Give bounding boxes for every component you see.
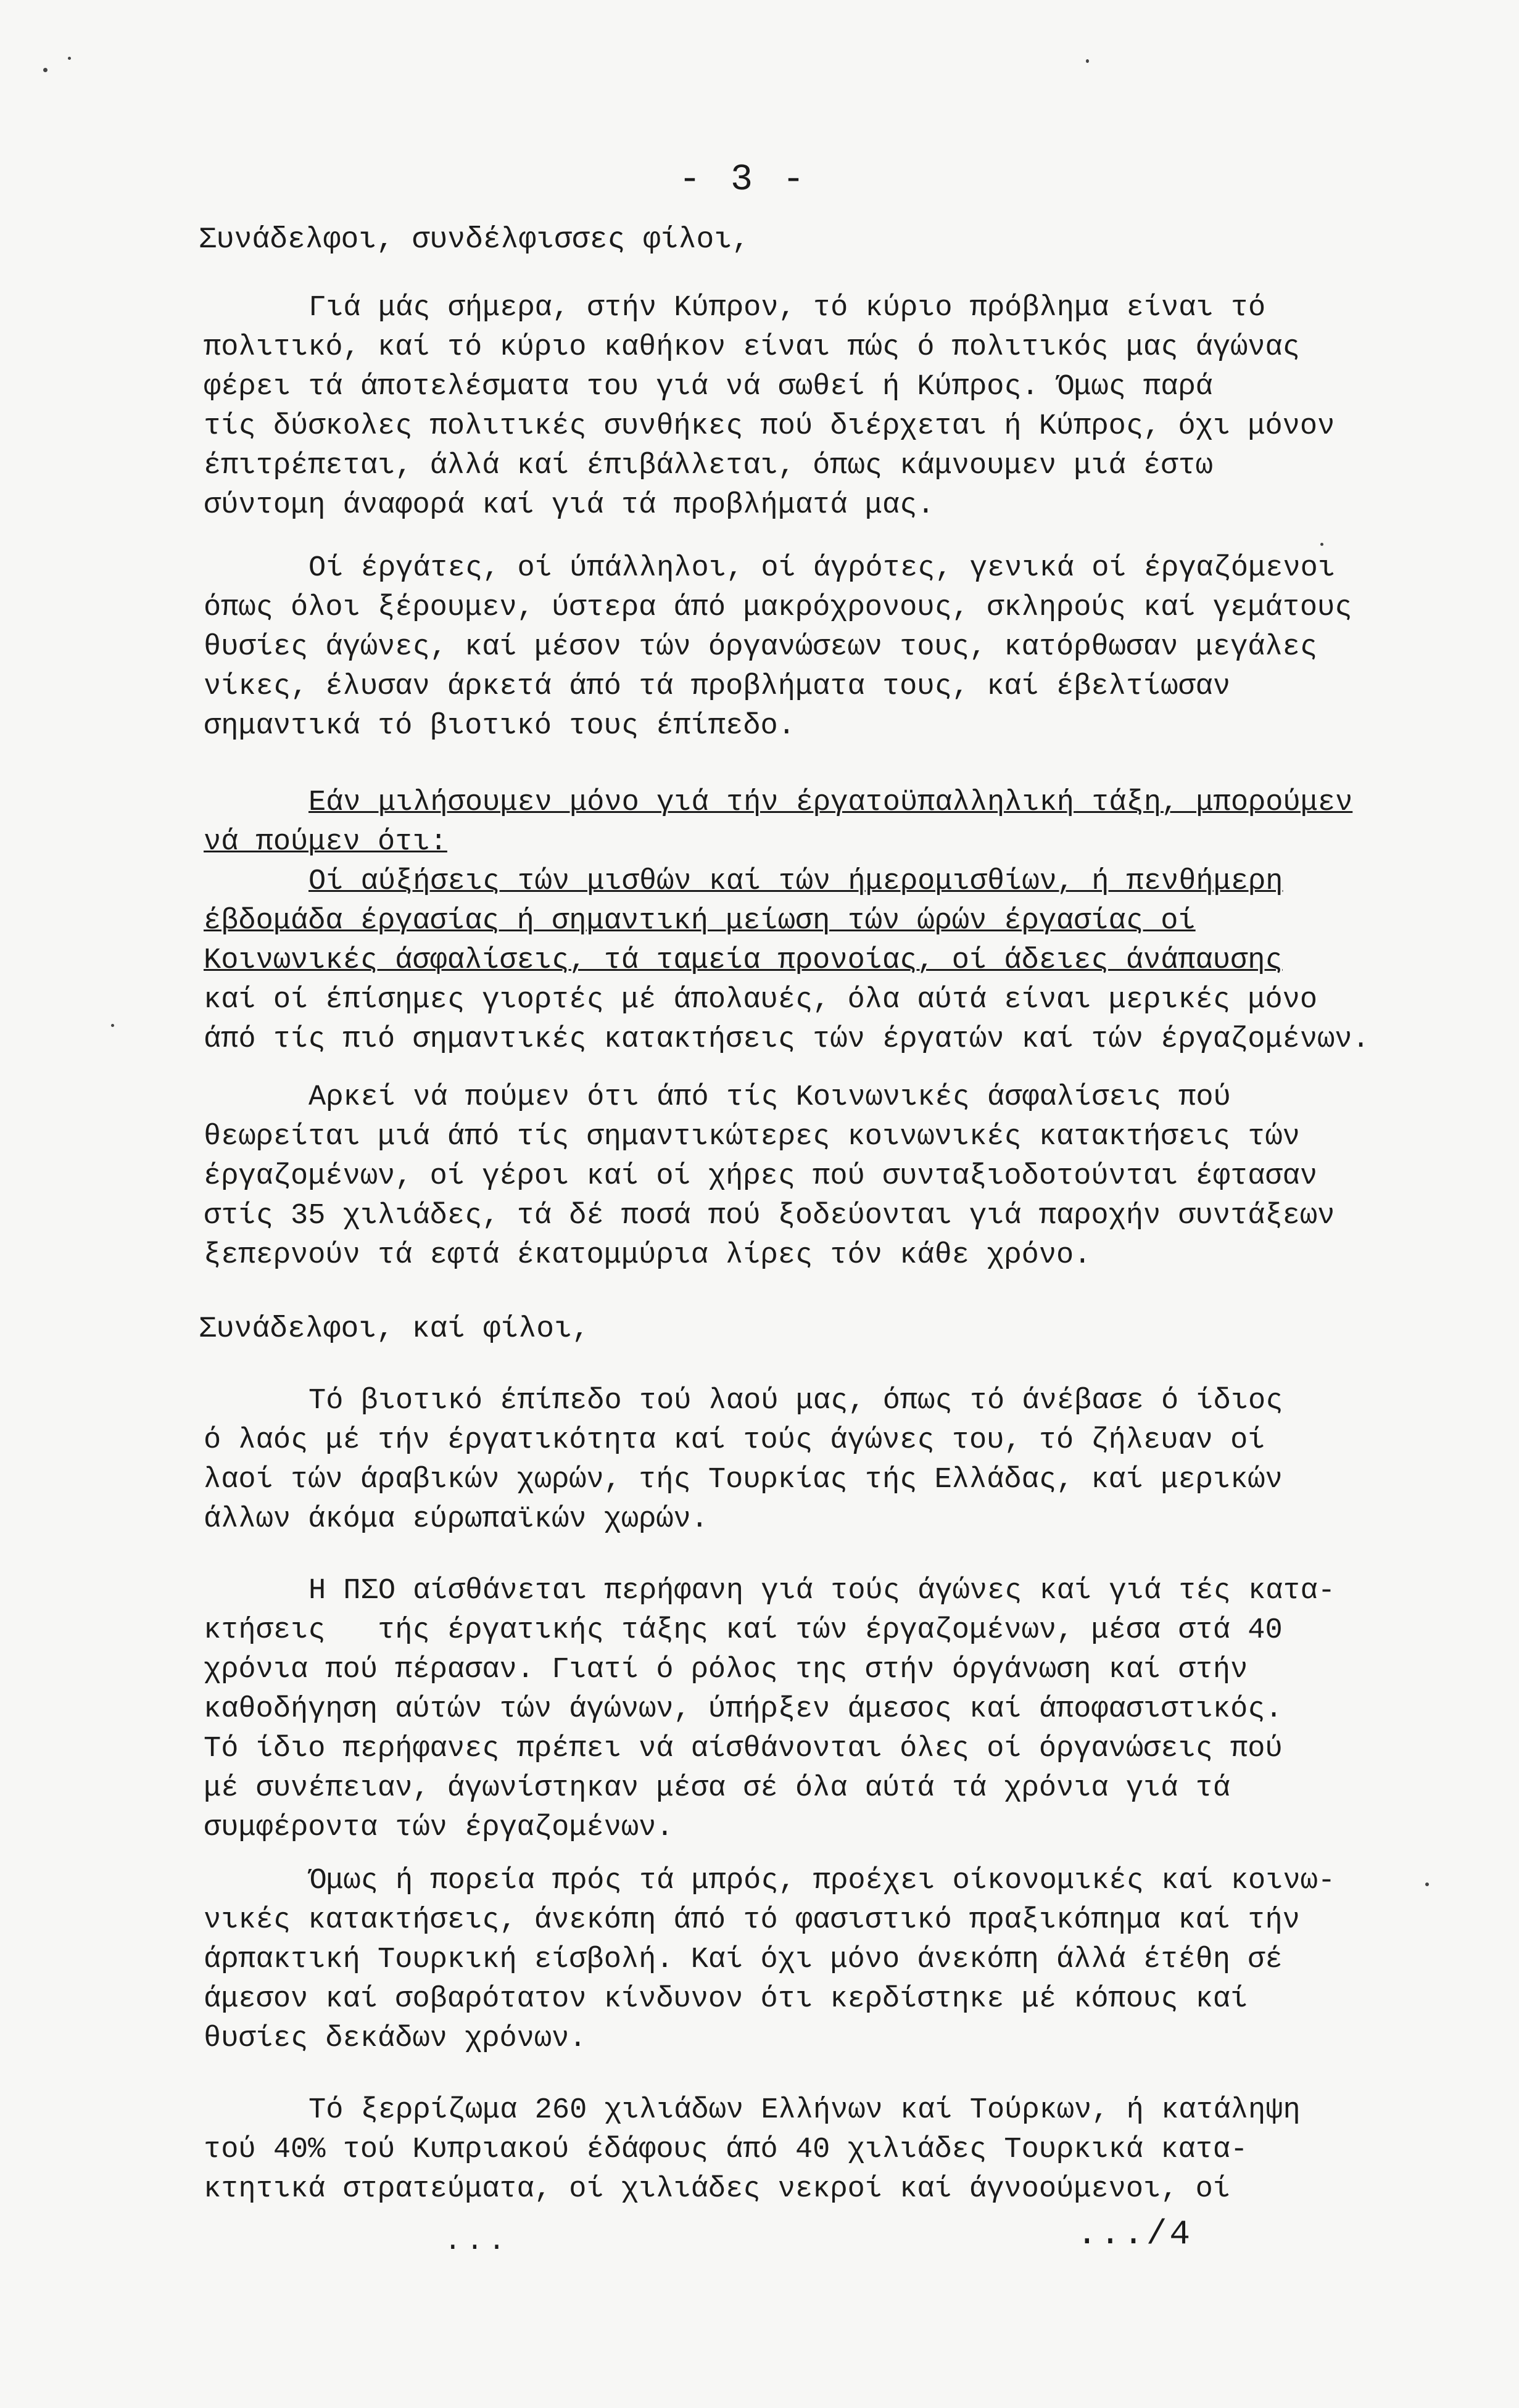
paragraph-3 <box>204 783 1462 1060</box>
text-line: έργαζομένων, οί γέροι καί οί χήρες πού συνταξιοδοτούνται έφτασαν <box>204 1160 1318 1193</box>
scan-speck <box>43 68 48 72</box>
text-line: συμφέροντα τών έργαζομένων. <box>204 1812 674 1844</box>
text-line: καί οί έπίσημες γιορτές μέ άπολαυές, όλα αύτά είναι μερικές μόνο <box>204 984 1318 1016</box>
text-line: Οί αύξήσεις τών μισθών καί τών ήμερομισθίων, ή πενθήμερη <box>308 865 1283 898</box>
text-line: κτητικά στρατεύματα, οί χιλιάδες νεκροί καί άγνοούμενοι, οί <box>204 2173 1231 2206</box>
text-line: πολιτικό, καί τό κύριο καθήκον είναι πώς ό πολιτικός μας άγώνας <box>204 331 1300 364</box>
continuation-marker: .../4 <box>1077 2214 1193 2254</box>
text-line: Εάν μιλήσουμεν μόνο γιά τήν έργατοϋπαλληλική τάξη, μπορούμεν <box>308 786 1353 819</box>
second-salutation: Συνάδελφοι, καί φίλοι, <box>199 1313 590 1346</box>
text-line: ξεπερνούν τά εφτά έκατομμύρια λίρες τόν κάθε χρόνο. <box>204 1239 1091 1272</box>
text-line: θυσίες δεκάδων χρόνων. <box>204 2022 587 2055</box>
text-line: θεωρείται μιά άπό τίς σημαντικώτερες κοινωνικές κατακτήσεις τών <box>204 1121 1300 1153</box>
text-line: θυσίες άγώνες, καί μέσον τών όργανώσεων τους, κατόρθωσαν μεγάλες <box>204 631 1318 664</box>
text-line: έβδομάδα έργασίας ή σημαντική μείωση τών ώρών έργασίας οί <box>204 905 1196 938</box>
footer-ellipsis: ... <box>444 2225 510 2258</box>
text-line: Όμως ή πορεία πρός τά μπρός, προέχει οίκονομικές καί κοινω- <box>308 1865 1336 1897</box>
paragraph-8 <box>204 2091 1462 2209</box>
text-line: λαοί τών άραβικών χωρών, τής Τουρκίας τής Ελλάδας, καί μερικών <box>204 1464 1283 1496</box>
text-line: μέ συνέπειαν, άγωνίστηκαν μέσα σέ όλα αύτά τά χρόνια γιά τά <box>204 1772 1231 1805</box>
paragraph-4 <box>204 1078 1462 1276</box>
text-line: νίκες, έλυσαν άρκετά άπό τά προβλήματα τους, καί έβελτίωσαν <box>204 670 1231 703</box>
page-number: - 3 - <box>679 159 809 201</box>
text-line: άρπακτική Τουρκική είσβολή. Καί όχι μόνο άνεκόπη άλλά έτέθη σέ <box>204 1944 1283 1976</box>
text-line: νά πούμεν ότι: <box>204 826 447 859</box>
text-line: Γιά μάς σήμερα, στήν Κύπρον, τό κύριο πρόβλημα είναι τό <box>308 292 1266 324</box>
paragraph-2 <box>204 549 1462 746</box>
text-line: Η ΠΣΟ αίσθάνεται περήφανη γιά τούς άγώνες καί γιά τές κατα- <box>308 1575 1336 1607</box>
text-line: Τό ίδιο περήφανες πρέπει νά αίσθάνονται όλες οί όργανώσεις πού <box>204 1733 1283 1765</box>
opening-salutation: Συνάδελφοι, συνδέλφισσες φίλοι, <box>199 223 750 257</box>
scan-speck <box>1320 543 1323 546</box>
text-line: φέρει τά άποτελέσματα του γιά νά σωθεί ή Κύπρος. Όμως παρά <box>204 371 1213 403</box>
text-line: τού 40% τού Κυπριακού έδάφους άπό 40 χιλιάδες Τουρκικά κατα- <box>204 2134 1248 2166</box>
text-line: σημαντικά τό βιοτικό τους έπίπεδο. <box>204 710 795 743</box>
text-line: Τό ξερρίζωμα 260 χιλιάδων Ελλήνων καί Τούρκων, ή κατάληψη <box>308 2094 1301 2127</box>
text-line: ό λαός μέ τήν έργατικότητα καί τούς άγώνες του, τό ζήλευαν οί <box>204 1424 1265 1457</box>
paragraph-1 <box>204 289 1462 526</box>
text-line: Κοινωνικές άσφαλίσεις, τά ταμεία προνοίας, οί άδειες άνάπαυσης <box>204 944 1283 977</box>
scan-speck <box>111 1024 114 1027</box>
text-line: έπιτρέπεται, άλλά καί έπιβάλλεται, όπως κάμνουμεν μιά έστω <box>204 450 1213 482</box>
text-line: όπως όλοι ξέρουμεν, ύστερα άπό μακρόχρονους, σκληρούς καί γεμάτους <box>204 592 1352 624</box>
text-line: καθοδήγηση αύτών τών άγώνων, ύπήρξεν άμεσος καί άποφασιστικός. <box>204 1693 1283 1726</box>
text-line: άλλων άκόμα εύρωπαϊκών χωρών. <box>204 1503 708 1536</box>
text-line: σύντομη άναφορά καί γιά τά προβλήματά μας. <box>204 489 935 522</box>
text-line: άπό τίς πιό σημαντικές κατακτήσεις τών έργατών καί τών έργαζομένων. <box>204 1023 1370 1056</box>
text-line: τίς δύσκολες πολιτικές συνθήκες πού διέρχεται ή Κύπρος, όχι μόνον <box>204 410 1335 443</box>
paragraph-6 <box>204 1572 1462 1848</box>
text-line: νικές κατακτήσεις, άνεκόπη άπό τό φασιστικό πραξικόπημα καί τήν <box>204 1904 1300 1937</box>
scan-speck <box>1086 59 1089 63</box>
text-line: Οί έργάτες, οί ύπάλληλοι, οί άγρότες, γενικά οί έργαζόμενοι <box>308 552 1336 585</box>
text-line: στίς 35 χιλιάδες, τά δέ ποσά πού ξοδεύονται γιά παροχήν συντάξεων <box>204 1200 1335 1232</box>
text-line: Αρκεί νά πούμεν ότι άπό τίς Κοινωνικές άσφαλίσεις πού <box>308 1081 1231 1114</box>
scan-speck <box>68 57 71 60</box>
paragraph-7 <box>204 1862 1462 2059</box>
text-line: άμεσον καί σοβαρότατον κίνδυνον ότι κερδίστηκε μέ κόπους καί <box>204 1983 1248 2016</box>
scan-speck <box>1425 1882 1429 1886</box>
text-line: κτήσεις τής έργατικής τάξης καί τών έργαζομένων, μέσα στά 40 <box>204 1614 1283 1647</box>
text-line: χρόνια πού πέρασαν. Γιατί ό ρόλος της στήν όργάνωση καί στήν <box>204 1654 1248 1686</box>
paragraph-5 <box>204 1382 1462 1540</box>
text-line: Τό βιοτικό έπίπεδο τού λαού μας, όπως τό άνέβασε ό ίδιος <box>308 1385 1283 1417</box>
